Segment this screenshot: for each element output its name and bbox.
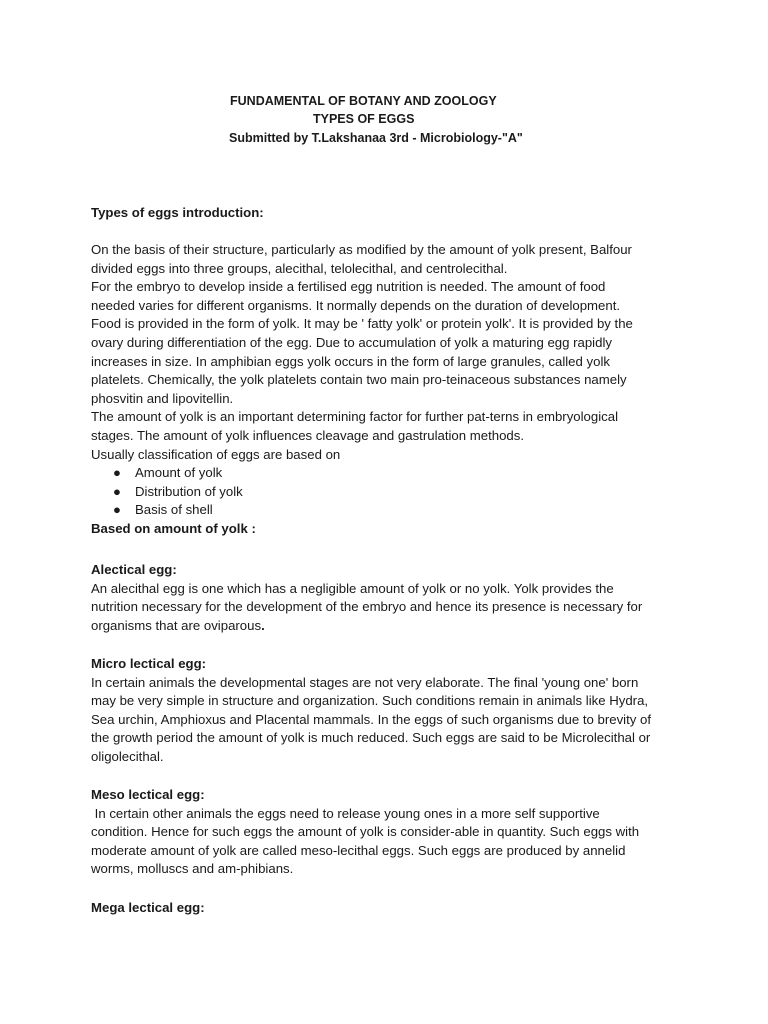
intro-section: [91, 204, 691, 223]
section-heading: Alectical egg:: [91, 562, 177, 577]
intro-line: For the embryo to develop inside a fertilised egg nutrition is needed. The amount of food: [91, 279, 606, 295]
section-line: worms, molluscs and am-phibians.: [91, 861, 294, 877]
section-line: [91, 617, 691, 636]
section-line: Sea urchin, Amphioxus and Placental mammals. In the eggs of such organisms due to brevity of: [91, 711, 652, 727]
section-line-text: organisms that are oviparous: [91, 617, 262, 633]
intro-line: Food is provided in the form of yolk. It may be ' fatty yolk' or protein yolk'. It is provided by the: [91, 316, 633, 332]
section-line: An alecithal egg is one which has a negligible amount of yolk or no yolk. Yolk provides the: [91, 580, 614, 596]
mesolecithal-section: [91, 786, 691, 879]
intro-heading: Types of eggs introduction:: [91, 205, 264, 220]
intro-line: The amount of yolk is an important determining factor for further pat-terns in embryological: [91, 409, 619, 425]
based-on-heading: Based on amount of yolk :: [91, 520, 256, 536]
section-heading: Micro lectical egg:: [91, 656, 207, 671]
section-line: nutrition necessary for the development of the embryo and hence its presence is necessary for: [91, 599, 643, 615]
section-line-period: .: [261, 617, 265, 633]
bullet-icon: ●: [113, 465, 121, 481]
section-line: In certain animals the developmental stages are not very elaborate. The final 'young one' born: [91, 674, 639, 690]
bullet-icon: ●: [113, 483, 121, 499]
intro-paragraph: [91, 241, 691, 539]
intro-line: ovary during differentiation of the egg. Due to accumulation of yolk a maturing egg rapidly: [91, 334, 612, 350]
list-item: [91, 501, 691, 520]
bullet-icon: ●: [113, 502, 121, 518]
document-subtitle: TYPES OF EGGS: [313, 112, 415, 126]
intro-line: stages. The amount of yolk influences cleavage and gastrulation methods.: [91, 427, 525, 443]
section-line: may be very simple in structure and organization. Such conditions remain in animals like Hydra,: [91, 693, 649, 709]
classification-list: [91, 464, 691, 520]
document-title: FUNDAMENTAL OF BOTANY AND ZOOLOGY: [230, 94, 497, 108]
intro-line: increases in size. In amphibian eggs yolk occurs in the form of large granules, called yolk: [91, 353, 610, 369]
intro-line: needed varies for different organisms. It normally depends on the duration of development.: [91, 297, 621, 313]
submission-line: Submitted by T.Lakshanaa 3rd - Microbiology-"A": [229, 131, 523, 145]
megalecithal-section: [91, 899, 691, 918]
list-item-label: Basis of shell: [135, 502, 213, 518]
intro-line: platelets. Chemically, the yolk platelets contain two main pro-teinaceous substances namely: [91, 372, 627, 388]
microlecithal-section: [91, 655, 691, 767]
list-item: [91, 483, 691, 502]
section-line: condition. Hence for such eggs the amount of yolk is consider-able in quantity. Such eggs with: [91, 824, 640, 840]
list-item-label: Amount of yolk: [135, 465, 223, 481]
intro-line: divided eggs into three groups, alecithal, telolecithal, and centrolecithal.: [91, 260, 508, 276]
intro-line: On the basis of their structure, particularly as modified by the amount of yolk present, Balfour: [91, 242, 632, 257]
alecithal-section: [91, 561, 691, 635]
list-item: [91, 464, 691, 483]
section-line: moderate amount of yolk are called meso-lecithal eggs. Such eggs are produced by annelid: [91, 842, 626, 858]
section-heading: Mega lectical egg:: [91, 900, 205, 915]
section-line: In certain other animals the eggs need to release young ones in a more self supportive: [91, 805, 600, 821]
intro-line: phosvitin and lipovitellin.: [91, 390, 234, 406]
list-item-label: Distribution of yolk: [135, 483, 243, 499]
intro-line: Usually classification of eggs are based on: [91, 446, 341, 462]
section-line: oligolecithal.: [91, 748, 164, 764]
section-line: the growth period the amount of yolk is much reduced. Such eggs are said to be Microlecithal or: [91, 730, 651, 746]
section-heading: Meso lectical egg:: [91, 787, 205, 802]
